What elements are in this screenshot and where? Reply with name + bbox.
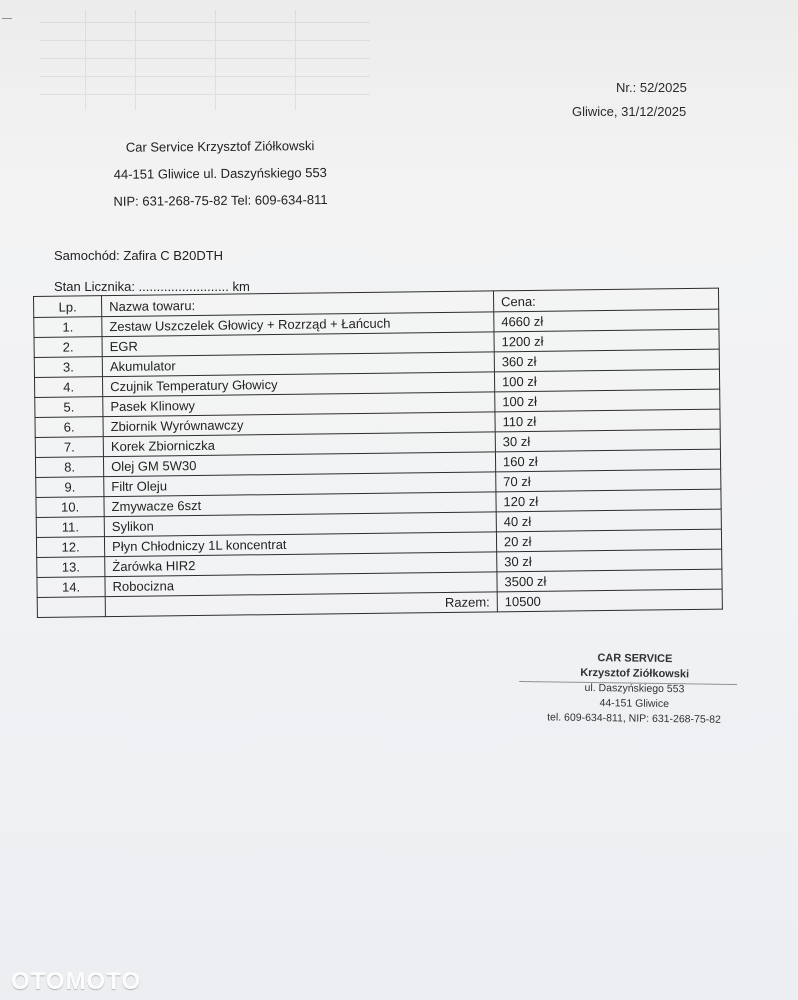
row-price: 1200 zł [494, 329, 719, 352]
invoice-number: Nr.: 52/2025 [616, 80, 687, 95]
row-lp: 2. [34, 337, 102, 358]
row-name: Żarówka HIR2 [105, 552, 497, 577]
row-lp: 9. [36, 477, 104, 498]
row-lp: 4. [34, 377, 102, 398]
row-name: Pasek Klinowy [103, 392, 495, 417]
row-lp: 14. [37, 577, 105, 598]
row-price: 40 zł [496, 509, 721, 532]
row-name: Zbiornik Wyrównawczy [103, 412, 495, 437]
row-lp: 11. [36, 517, 104, 538]
total-empty-cell [37, 597, 105, 618]
ghost-grid [40, 10, 370, 110]
vehicle-line: Samochód: Zafira C B20DTH [54, 248, 224, 263]
row-name: Filtr Oleju [104, 472, 496, 497]
row-name: Zestaw Uszczelek Głowicy + Rozrząd + Łańcuch [102, 312, 494, 337]
row-price: 360 zł [494, 349, 719, 372]
header-name: Nazwa towaru: [102, 291, 494, 317]
row-price: 30 zł [497, 549, 722, 572]
row-name: Korek Zbiorniczka [103, 432, 495, 457]
stamp-line-2: Krzysztof Ziółkowski [580, 666, 690, 681]
seller-contact: NIP: 631-268-75-82 Tel: 609-634-811 [113, 191, 328, 209]
row-price: 30 zł [495, 429, 720, 452]
stamp-line-4: 44-151 Gliwice [599, 697, 670, 711]
header-lp: Lp. [34, 296, 102, 318]
row-name: Akumulator [102, 352, 494, 377]
items-table-area [33, 287, 737, 644]
row-name: Olej GM 5W30 [104, 452, 496, 477]
row-name: Robocizna [105, 572, 497, 597]
row-name: EGR [102, 332, 494, 357]
row-lp: 6. [35, 417, 103, 438]
row-price: 160 zł [495, 449, 720, 472]
items-table [33, 288, 723, 618]
stamp-line-3: ul. Daszyńskiego 553 [584, 681, 685, 696]
row-price: 110 zł [495, 409, 720, 432]
row-lp: 10. [36, 497, 104, 518]
invoice-date: Gliwice, 31/12/2025 [572, 104, 687, 119]
seller-name: Car Service Krzysztof Ziółkowski [125, 138, 315, 155]
row-price: 20 zł [496, 529, 721, 552]
seller-block [95, 138, 346, 221]
row-price: 70 zł [496, 469, 721, 492]
row-price: 4660 zł [494, 309, 719, 332]
row-lp: 12. [36, 537, 104, 558]
row-price: 120 zł [496, 489, 721, 512]
seller-address: 44-151 Gliwice ul. Daszyńskiego 553 [113, 164, 327, 182]
total-value: 10500 [497, 589, 722, 612]
row-price: 100 zł [495, 389, 720, 412]
row-lp: 7. [35, 437, 103, 458]
row-lp: 3. [34, 357, 102, 378]
row-lp: 5. [35, 397, 103, 418]
meter-line: Stan Licznika: ......................... km [54, 279, 250, 294]
row-name: Płyn Chłodniczy 1L koncentrat [104, 532, 496, 557]
watermark-logo: OTOMOTO [11, 968, 142, 995]
row-name: Sylikon [104, 512, 496, 537]
row-lp: 8. [35, 457, 103, 478]
stamp-line-1: CAR SERVICE [597, 652, 673, 666]
row-lp: 1. [34, 317, 102, 338]
header-price: Cena: [493, 288, 718, 312]
ghost-dash [2, 18, 12, 19]
row-name: Zmywacze 6szt [104, 492, 496, 517]
row-lp: 13. [37, 557, 105, 578]
company-stamp [519, 650, 750, 728]
row-price: 100 zł [494, 369, 719, 392]
total-label: Razem: [105, 592, 497, 617]
stamp-line-5: tel. 609-634-811, NIP: 631-268-75-82 [547, 711, 722, 726]
row-price: 3500 zł [497, 569, 722, 592]
row-name: Czujnik Temperatury Głowicy [103, 372, 495, 397]
